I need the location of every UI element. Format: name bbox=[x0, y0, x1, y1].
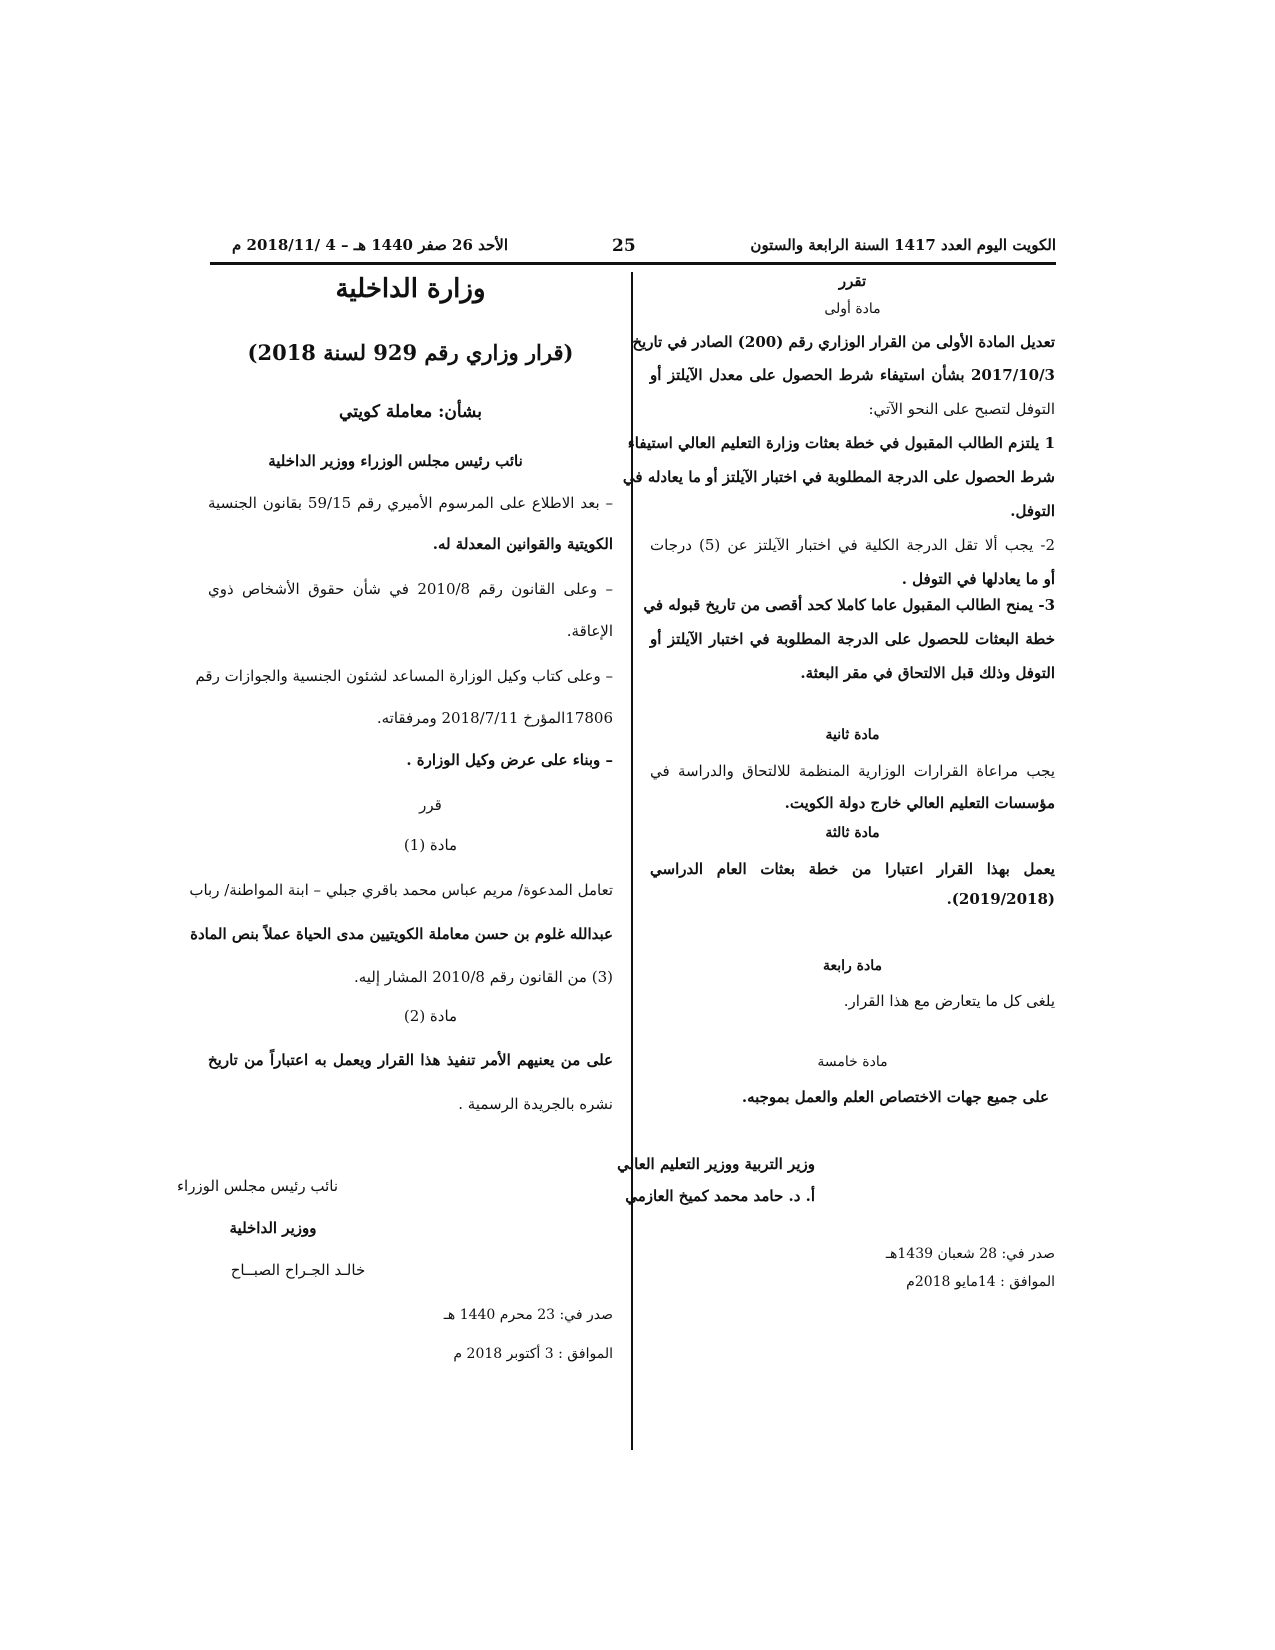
article-1-line: تعديل المادة الأولى من القرار الوزاري رقم (200) الصادر في تاريخ bbox=[632, 333, 1055, 351]
article-4-title: مادة رابعة bbox=[822, 958, 882, 974]
issue-date: الأحد 26 صفر 1440 هـ – 4 /2018/11 م bbox=[232, 236, 509, 254]
article-2-title: مادة (2) bbox=[403, 1007, 458, 1025]
corresponding-date: الموافق : 3 أكتوبر 2018 م bbox=[453, 1346, 613, 1362]
preamble-4: – وبناء على عرض وكيل الوزارة . bbox=[406, 751, 613, 769]
article-2-line: على من يعنيهم الأمر تنفيذ هذا القرار ويعمل به اعتباراً من تاريخ bbox=[208, 1051, 613, 1069]
preamble-1-line: – بعد الاطلاع على المرسوم الأميري رقم 59/15 بقانون الجنسية bbox=[208, 494, 613, 512]
article-1-item-1: شرط الحصول على الدرجة المطلوبة في اختبار الآيلتز أو ما يعادله في bbox=[622, 468, 1055, 486]
article-1-title: مادة أولى bbox=[824, 301, 881, 317]
article-1-item-3: 3- يمنح الطالب المقبول عاما كاملا كحد أقصى من تاريخ قبوله في bbox=[643, 596, 1055, 614]
issued-date: صدر في: 28 شعبان 1439هـ bbox=[885, 1246, 1055, 1262]
article-5-text: على جميع جهات الاختصاص العلم والعمل بموجبه. bbox=[741, 1088, 1049, 1106]
article-3-line: يعمل بهذا القرار اعتبارا من خطة بعثات العام الدراسي bbox=[650, 860, 1055, 878]
article-1-item-1: 1 يلتزم الطالب المقبول في خطة بعثات وزارة التعليم العالي استيفاء bbox=[627, 434, 1055, 452]
signer-name: خالـد الجـراح الصبــاح bbox=[230, 1261, 366, 1279]
minister-title: وزير التربية ووزير التعليم العالي bbox=[617, 1155, 815, 1173]
page-header bbox=[208, 236, 1056, 260]
article-4-text: يلغى كل ما يتعارض مع هذا القرار. bbox=[843, 992, 1055, 1010]
article-1-item-3: خطة البعثات للحصول على الدرجة المطلوبة في اختبار الآيلتز أو bbox=[650, 630, 1055, 648]
article-1-item-3: التوفل وذلك قبل الالتحاق في مقر البعثة. bbox=[800, 664, 1055, 682]
issuer-title: نائب رئيس مجلس الوزراء ووزير الداخلية bbox=[268, 452, 523, 470]
signer-title-2: ووزير الداخلية bbox=[229, 1219, 317, 1237]
decides-heading: تقرر bbox=[838, 272, 867, 290]
corresponding-date: الموافق : 14مايو 2018م bbox=[906, 1274, 1055, 1290]
decision-number: (قرار وزاري رقم 929 لسنة 2018) bbox=[247, 340, 574, 365]
preamble-2-line: الإعاقة. bbox=[566, 622, 613, 640]
article-1-line: (3) من القانون رقم 2010/8 المشار إليه. bbox=[353, 968, 613, 986]
article-1-line: تعامل المدعوة/ مريم عباس محمد باقري جبلي – ابنة المواطنة/ رباب bbox=[189, 881, 613, 899]
article-1-item-1: التوفل. bbox=[1010, 502, 1055, 520]
article-2-line: نشره بالجريدة الرسمية . bbox=[458, 1095, 613, 1113]
article-1-title: مادة (1) bbox=[403, 836, 458, 854]
page-number: 25 bbox=[612, 236, 636, 256]
decides-heading: قرر bbox=[419, 796, 442, 814]
article-3-line: (2019/2018). bbox=[946, 890, 1055, 908]
article-1-line: 2017/10/3 بشأن استيفاء شرط الحصول على معدل الآيلتز أو bbox=[650, 366, 1055, 384]
article-5-title: مادة خامسة bbox=[817, 1054, 888, 1070]
header-rule bbox=[210, 262, 1056, 265]
gazette-issue: الكويت اليوم العدد 1417 السنة الرابعة والستون bbox=[750, 236, 1056, 254]
signer-title-1: نائب رئيس مجلس الوزراء bbox=[176, 1177, 338, 1195]
preamble-3-line: – وعلى كتاب وكيل الوزارة المساعد لشئون الجنسية والجوازات رقم bbox=[195, 667, 613, 685]
article-1-item-2: أو ما يعادلها في التوفل . bbox=[901, 570, 1055, 588]
article-1-line: التوفل لتصبح على النحو الآتي: bbox=[868, 400, 1055, 418]
ministry-title: وزارة الداخلية bbox=[335, 274, 486, 304]
preamble-2-line: – وعلى القانون رقم 2010/8 في شأن حقوق الأشخاص ذوي bbox=[208, 580, 613, 598]
article-1-line: عبدالله غلوم بن حسن معاملة الكويتيين مدى الحياة عملاً بنص المادة bbox=[190, 925, 613, 943]
article-2-title: مادة ثانية bbox=[825, 727, 880, 743]
preamble-3-line: 17806المؤرخ 2018/7/11 ومرفقاته. bbox=[376, 709, 613, 727]
article-1-item-2: 2- يجب ألا تقل الدرجة الكلية في اختبار الآيلتز عن (5) درجات bbox=[650, 536, 1055, 554]
decision-subject: بشأن: معاملة كويتي bbox=[339, 402, 482, 422]
issued-date: صدر في: 23 محرم 1440 هـ bbox=[443, 1307, 613, 1323]
article-2-line: مؤسسات التعليم العالي خارج دولة الكويت. bbox=[784, 794, 1055, 812]
article-2-line: يجب مراعاة القرارات الوزارية المنظمة للالتحاق والدراسة في bbox=[650, 762, 1055, 780]
minister-name: أ. د. حامد محمد كميخ العازمي bbox=[625, 1187, 815, 1205]
article-3-title: مادة ثالثة bbox=[825, 825, 880, 841]
preamble-1-line: الكويتية والقوانين المعدلة له. bbox=[432, 535, 613, 553]
